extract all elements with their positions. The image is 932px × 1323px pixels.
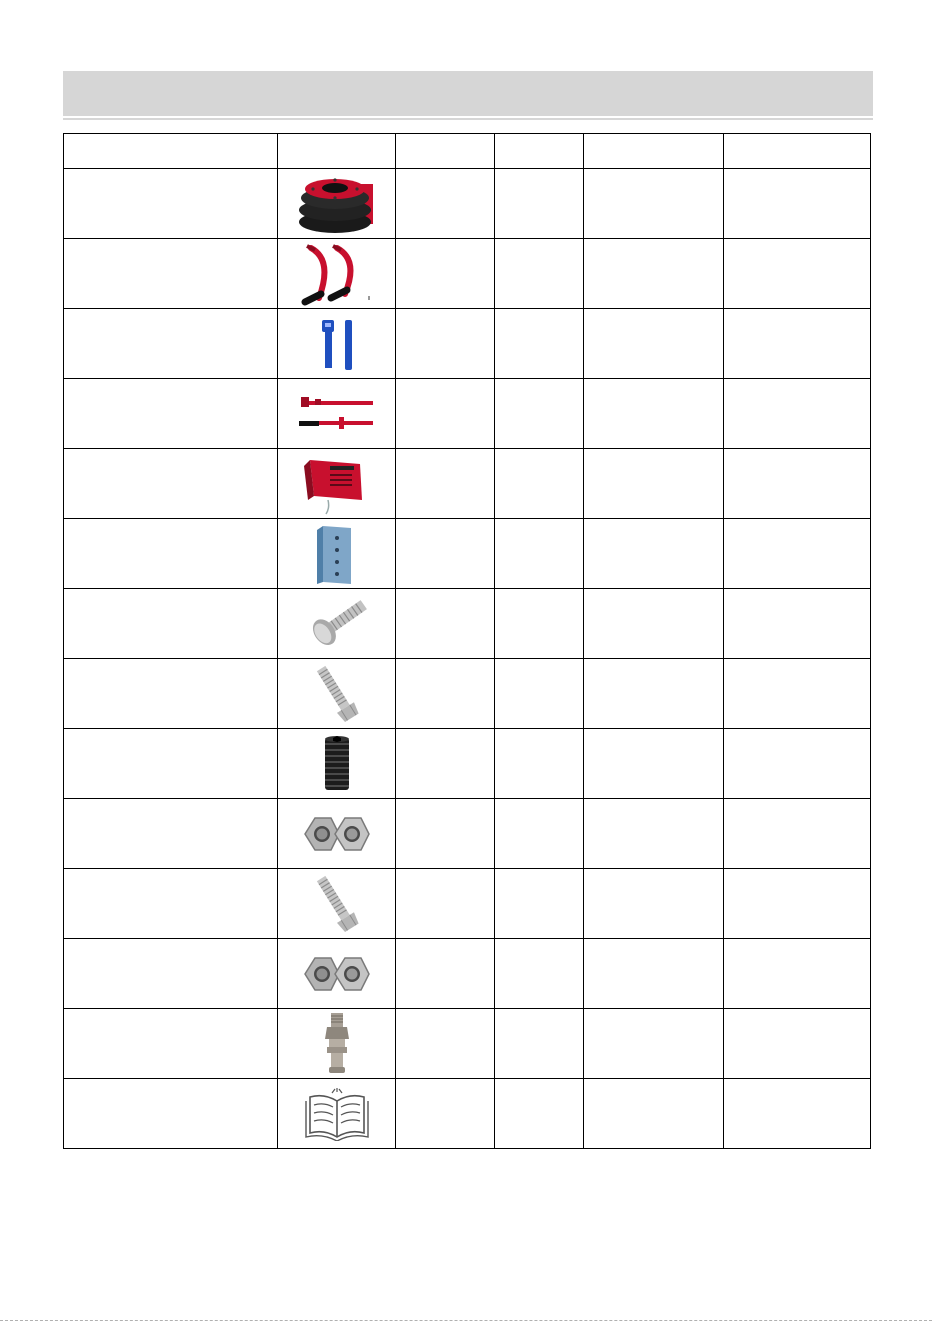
part-cell [724,799,871,869]
part-cell [495,869,584,939]
part-cell [724,729,871,799]
part-image-cell [278,589,396,659]
hex-nuts-icon [299,948,375,1000]
column-header [396,134,495,169]
table-row [64,939,871,1009]
table-row [64,239,871,309]
part-image-cell [278,1009,396,1079]
part-cell [396,869,495,939]
part-cell [396,659,495,729]
part-cell [396,309,495,379]
part-image-cell [278,519,396,589]
part-cell [396,939,495,1009]
part-cell [724,869,871,939]
control-valve-box-icon [300,452,374,516]
part-cell [724,169,871,239]
part-cell [495,799,584,869]
part-cell [584,379,724,449]
part-cell [724,379,871,449]
part-image-cell [278,449,396,519]
part-cell [724,519,871,589]
part-name-cell [64,799,278,869]
column-header [724,134,871,169]
air-connector-icon [315,1011,359,1077]
round-head-screw-icon [300,594,374,654]
air-hose-pipes-icon [297,242,377,306]
part-cell [584,729,724,799]
part-image-cell [278,799,396,869]
manual-book-icon [302,1087,372,1141]
part-image-cell [278,939,396,1009]
hex-nuts-icon [299,808,375,860]
part-cell [724,1079,871,1149]
part-image-cell [278,379,396,449]
parts-list-table [63,133,871,1149]
air-jack-bellows-icon [295,172,379,236]
part-cell [724,939,871,1009]
part-image-cell [278,659,396,729]
part-cell [396,799,495,869]
part-cell [495,309,584,379]
part-cell [724,589,871,659]
part-cell [396,519,495,589]
part-name-cell [64,379,278,449]
part-cell [584,239,724,309]
part-cell [724,659,871,729]
table-row [64,309,871,379]
part-cell [495,449,584,519]
part-name-cell [64,519,278,589]
table-row [64,519,871,589]
part-name-cell [64,869,278,939]
part-image-cell [278,169,396,239]
column-header [495,134,584,169]
table-row [64,659,871,729]
part-name-cell [64,589,278,659]
part-cell [584,519,724,589]
part-image-cell [278,309,396,379]
part-cell [584,589,724,659]
part-cell [396,1079,495,1149]
table-row [64,869,871,939]
table-row [64,1009,871,1079]
part-cell [584,449,724,519]
part-cell [724,239,871,309]
red-handle-rods-icon [295,389,379,439]
part-cell [584,1009,724,1079]
column-header [64,134,278,169]
part-cell [724,309,871,379]
part-name-cell [64,1079,278,1149]
part-name-cell [64,659,278,729]
part-name-cell [64,939,278,1009]
part-cell [584,1079,724,1149]
part-cell [396,1009,495,1079]
table-row [64,379,871,449]
part-cell [396,729,495,799]
section-title-bar [63,71,873,116]
part-cell [396,449,495,519]
part-cell [584,939,724,1009]
table-row [64,799,871,869]
part-cell [495,939,584,1009]
part-cell [584,169,724,239]
part-cell [495,1009,584,1079]
part-cell [584,659,724,729]
metal-bracket-plate-icon [307,522,367,586]
table-header-row [64,134,871,169]
set-screw-icon [312,732,362,796]
part-image-cell [278,1079,396,1149]
part-image-cell [278,869,396,939]
part-name-cell [64,239,278,309]
table-row [64,729,871,799]
blue-handle-parts-icon [302,312,372,376]
part-cell [724,1009,871,1079]
table-row [64,1079,871,1149]
part-cell [396,379,495,449]
part-cell [495,379,584,449]
part-cell [495,519,584,589]
part-cell [584,799,724,869]
part-cell [396,239,495,309]
part-cell [495,659,584,729]
part-cell [396,169,495,239]
part-cell [584,869,724,939]
column-header [278,134,396,169]
part-cell [495,589,584,659]
part-image-cell [278,239,396,309]
part-name-cell [64,449,278,519]
table-row [64,589,871,659]
hex-bolt-icon [307,662,367,726]
part-cell [495,1079,584,1149]
page-bottom-edge [0,1320,932,1321]
part-name-cell [64,169,278,239]
part-cell [724,449,871,519]
part-name-cell [64,309,278,379]
column-header [584,134,724,169]
part-cell [396,589,495,659]
hex-bolt-icon [307,872,367,936]
part-name-cell [64,1009,278,1079]
table-row [64,169,871,239]
part-image-cell [278,729,396,799]
part-name-cell [64,729,278,799]
part-cell [495,169,584,239]
part-cell [584,309,724,379]
table-row [64,449,871,519]
part-cell [495,729,584,799]
part-cell [495,239,584,309]
